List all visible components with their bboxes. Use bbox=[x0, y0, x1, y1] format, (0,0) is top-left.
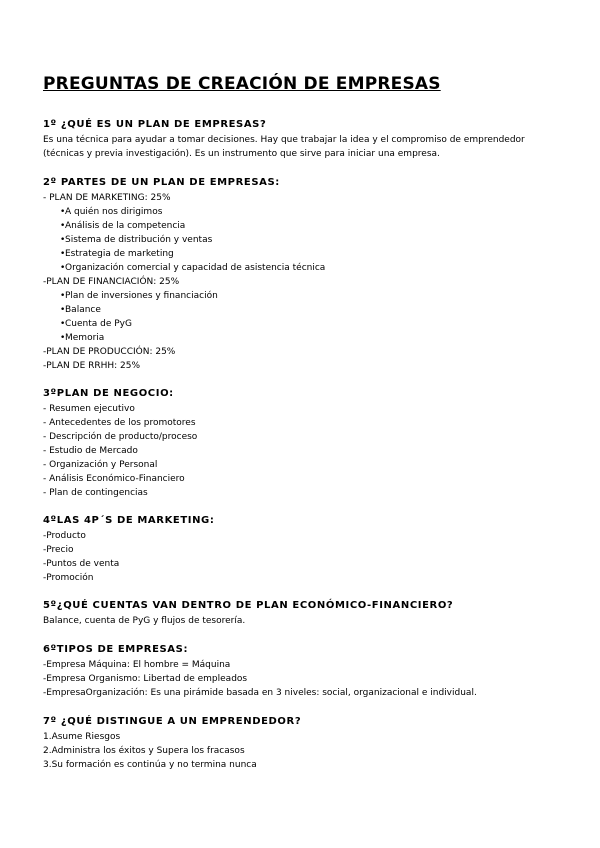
list-item: -Precio bbox=[43, 545, 74, 555]
section-1 bbox=[43, 118, 563, 161]
list-item: • Cuenta de PyG bbox=[43, 317, 563, 331]
plan-rrhh: -PLAN DE RRHH: 25% bbox=[43, 361, 141, 371]
list-item: - Plan de contingencias bbox=[43, 488, 148, 498]
list-item: • Memoria bbox=[43, 331, 563, 345]
list-item: -Producto bbox=[43, 531, 86, 541]
section-1-text: Es una técnica para ayudar a tomar decisiones. Hay que trabajar la idea y el compromiso de emprendedor (técnicas y previa investigación). Es un instrumento que sirve para iniciar una empresa. bbox=[43, 135, 525, 159]
list-item: 2.Administra los éxitos y Supera los fracasos bbox=[43, 746, 245, 756]
section-4 bbox=[43, 514, 563, 585]
list-item: • Plan de inversiones y financiación bbox=[43, 289, 563, 303]
section-5-heading: 5º¿QUÉ CUENTAS VAN DENTRO DE PLAN ECONÓMICO-FINANCIERO? bbox=[43, 600, 454, 611]
list-item: - Descripción de producto/proceso bbox=[43, 432, 198, 442]
list-item: • Sistema de distribución y ventas bbox=[43, 233, 563, 247]
list-item: -Empresa Organismo: Libertad de empleados bbox=[43, 674, 248, 684]
list-item: - Organización y Personal bbox=[43, 460, 158, 470]
page-title: PREGUNTAS DE CREACIÓN DE EMPRESAS bbox=[43, 74, 441, 94]
list-item: • Balance bbox=[43, 303, 563, 317]
list-item: • Organización comercial y capacidad de asistencia técnica bbox=[43, 261, 563, 275]
section-6-heading: 6ºTIPOS DE EMPRESAS: bbox=[43, 644, 189, 655]
section-1-heading: 1º ¿QUÉ ES UN PLAN DE EMPRESAS? bbox=[43, 119, 267, 130]
list-item: - Resumen ejecutivo bbox=[43, 404, 135, 414]
list-item: -EmpresaOrganización: Es una pirámide basada en 3 niveles: social, organizacional e individual. bbox=[43, 688, 477, 698]
section-2 bbox=[43, 176, 563, 373]
section-4-heading: 4ºLAS 4P´S DE MARKETING: bbox=[43, 515, 215, 526]
list-item: 1.Asume Riesgos bbox=[43, 732, 121, 742]
section-7 bbox=[43, 715, 563, 772]
list-item: - Análisis Económico-Financiero bbox=[43, 474, 185, 484]
plan-marketing: - PLAN DE MARKETING: 25% bbox=[43, 193, 171, 203]
list-item: -Empresa Máquina: El hombre = Máquina bbox=[43, 660, 231, 670]
list-item: -Promoción bbox=[43, 573, 94, 583]
list-item: • Estrategia de marketing bbox=[43, 247, 563, 261]
list-item: • Análisis de la competencia bbox=[43, 219, 563, 233]
section-7-heading: 7º ¿QUÉ DISTINGUE A UN EMPRENDEDOR? bbox=[43, 716, 302, 727]
section-3-heading: 3ºPLAN DE NEGOCIO: bbox=[43, 388, 174, 399]
list-item: -Puntos de venta bbox=[43, 559, 120, 569]
plan-produccion: -PLAN DE PRODUCCIÓN: 25% bbox=[43, 347, 176, 357]
plan-financiacion: -PLAN DE FINANCIACIÓN: 25% bbox=[43, 277, 180, 287]
list-item: • A quién nos dirigimos bbox=[43, 205, 563, 219]
section-2-heading: 2º PARTES DE UN PLAN DE EMPRESAS: bbox=[43, 177, 280, 188]
list-item: - Estudio de Mercado bbox=[43, 446, 138, 456]
list-item: 3.Su formación es continúa y no termina nunca bbox=[43, 760, 257, 770]
section-5-text: Balance, cuenta de PyG y flujos de tesorería. bbox=[43, 616, 246, 626]
section-3 bbox=[43, 387, 563, 500]
section-6 bbox=[43, 643, 563, 700]
list-item: - Antecedentes de los promotores bbox=[43, 418, 196, 428]
section-5 bbox=[43, 599, 563, 628]
